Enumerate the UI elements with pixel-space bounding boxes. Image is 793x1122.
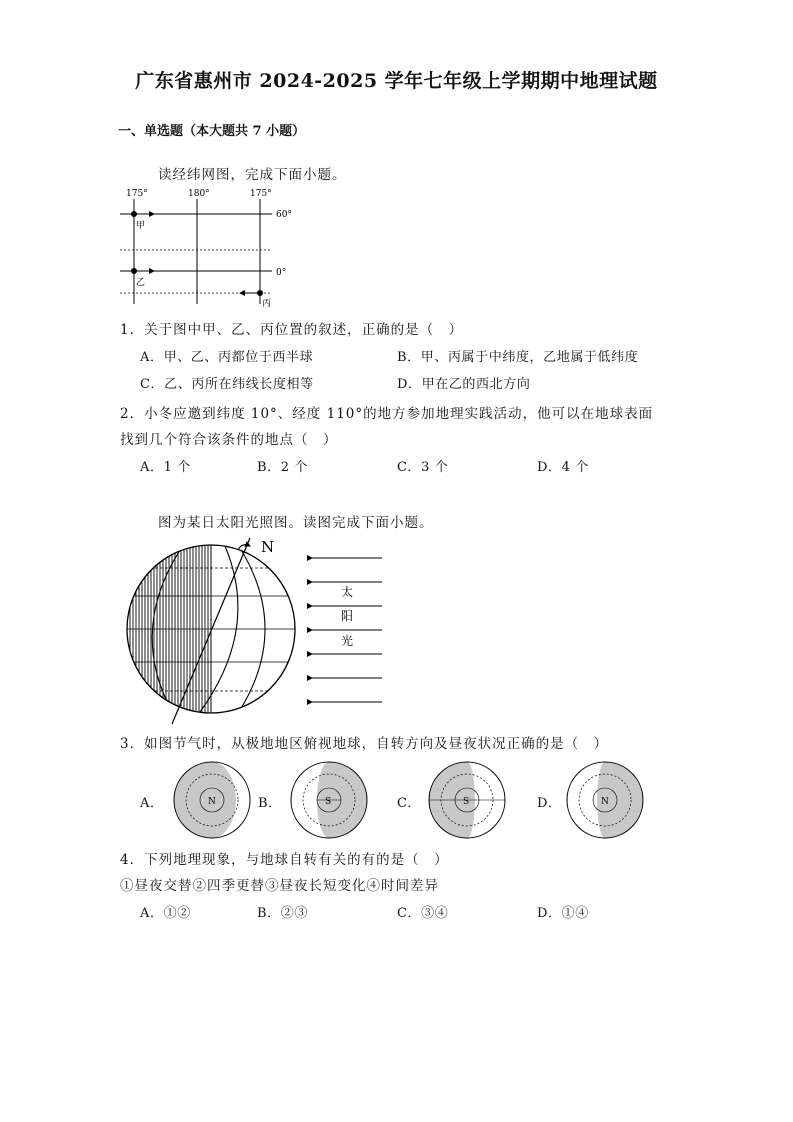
point-label-bing: 丙 [262,299,272,309]
lon-label-3: 175° [250,189,272,199]
q1-option-d[interactable]: D．甲在乙的西北方向 [397,377,531,392]
night-region [174,762,236,838]
q4-option-c[interactable]: C．③④ [397,906,449,921]
lat-label-0: 0° [276,268,287,278]
q3-option-b-diagram[interactable] [280,760,375,840]
pole-label-b: S [325,797,332,807]
page-title: 广东省惠州市 2024-2025 学年七年级上学期期中地理试题 [135,70,658,92]
q2-option-a[interactable]: A．1 个 [140,460,191,475]
pole-label-d: N [601,797,609,807]
pole-label-a: N [208,797,216,807]
group2-intro: 图为某日太阳光照图。读图完成下面小题。 [158,515,434,531]
rotation-arrow [238,545,250,550]
q3-option-a-label[interactable]: A． [140,796,164,811]
q3-option-d-diagram[interactable] [556,760,651,840]
q3-stem: 3．如图节气时，从极地地区俯视地球，自转方向及昼夜状况正确的是（ ） [120,736,609,752]
graticule-figure [112,184,302,310]
q2-stem-line1: 2．小冬应邀到纬度 10°、经度 110°的地方参加地理实践活动，他可以在地球表面 [120,406,654,422]
q2-stem-line2: 找到几个符合该条件的地点（ ） [120,432,338,448]
q3-option-b-label[interactable]: B． [258,796,282,811]
lon-label-1: 175° [126,189,148,199]
q4-option-a[interactable]: A．①② [140,906,191,921]
north-label: N [261,538,275,556]
lon-label-2: 180° [188,189,210,199]
sunlight-figure [120,536,390,726]
sun-char-3: 光 [341,634,354,648]
sun-char-1: 太 [341,585,354,599]
q3-option-a-diagram[interactable] [163,760,253,840]
q2-option-c[interactable]: C．3 个 [397,460,449,475]
q1-option-b[interactable]: B．甲、丙属于中纬度，乙地属于低纬度 [397,350,639,365]
sun-char-2: 阳 [341,609,354,623]
q4-items: ①昼夜交替②四季更替③昼夜长短变化④时间差异 [120,878,439,894]
q3-option-d-label[interactable]: D． [537,796,562,811]
point-label-yi: 乙 [136,278,146,288]
q4-stem: 4．下列地理现象，与地球自转有关的有的是（ ） [120,852,449,868]
q3-option-c-diagram[interactable] [418,760,513,840]
q1-option-a[interactable]: A．甲、乙、丙都位于西半球 [140,350,314,365]
q3-option-c-label[interactable]: C． [397,796,422,811]
q2-option-b[interactable]: B．2 个 [257,460,308,475]
q1-stem: 1．关于图中甲、乙、丙位置的叙述，正确的是（ ） [120,322,464,338]
q4-option-b[interactable]: B．②③ [257,906,308,921]
pole-label-c: S [463,797,470,807]
lat-label-60: 60° [276,210,292,220]
q1-option-c[interactable]: C．乙、丙所在纬线长度相等 [140,377,314,392]
section-heading: 一、单选题（本大题共 7 小题） [118,124,306,139]
q2-option-d[interactable]: D．4 个 [537,460,589,475]
q4-option-d[interactable]: D．①④ [537,906,589,921]
group1-intro: 读经纬网图，完成下面小题。 [158,167,347,183]
point-label-jia: 甲 [136,221,146,231]
